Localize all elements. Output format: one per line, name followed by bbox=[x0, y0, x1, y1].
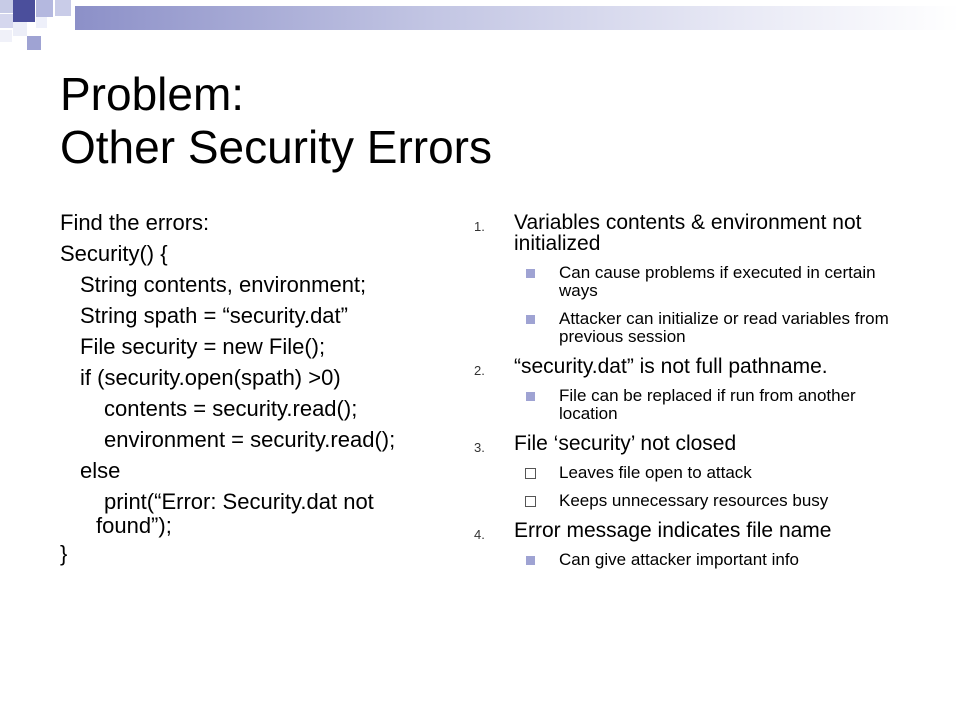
sub-item bbox=[514, 387, 910, 423]
slide-title bbox=[60, 68, 920, 174]
sub-list bbox=[514, 387, 910, 423]
sub-item-text: Leaves file open to attack bbox=[559, 463, 752, 482]
header-square bbox=[27, 36, 41, 50]
title-line: Other Security Errors bbox=[60, 121, 492, 173]
sub-list bbox=[514, 464, 910, 510]
header-square bbox=[36, 0, 53, 17]
sub-item-text: Keeps unnecessary resources busy bbox=[559, 491, 829, 510]
square-bullet-icon bbox=[526, 392, 535, 401]
header-square bbox=[0, 14, 13, 28]
finding-number: 3. bbox=[474, 440, 485, 455]
header-square bbox=[0, 0, 13, 13]
finding-text: Error message indicates file name bbox=[514, 519, 832, 542]
code-line: print(“Error: Security.dat not bbox=[104, 489, 374, 514]
code-line: else bbox=[80, 458, 121, 483]
title-line: Problem: bbox=[60, 68, 245, 120]
header-square bbox=[13, 0, 35, 22]
sub-list bbox=[514, 551, 910, 569]
sub-item-text: Can give attacker important info bbox=[559, 550, 800, 569]
code-line: Find the errors: bbox=[60, 210, 210, 235]
sub-item bbox=[514, 464, 910, 482]
finding-item bbox=[470, 212, 910, 346]
header-square bbox=[55, 0, 71, 16]
findings-list bbox=[470, 212, 910, 579]
square-bullet-icon bbox=[526, 315, 535, 324]
sub-item-text: Attacker can initialize or read variables from previous session bbox=[559, 309, 889, 346]
finding-item bbox=[470, 520, 910, 569]
finding-number: 4. bbox=[474, 527, 485, 542]
finding-number: 1. bbox=[474, 219, 485, 234]
code-listing bbox=[60, 207, 470, 569]
finding-number: 2. bbox=[474, 363, 485, 378]
sub-item bbox=[514, 310, 910, 346]
code-line: String contents, environment; bbox=[80, 272, 367, 297]
code-line: found”); bbox=[96, 513, 172, 538]
finding-item bbox=[470, 356, 910, 423]
sub-item-text: Can cause problems if executed in certain ways bbox=[559, 263, 876, 300]
header-square bbox=[13, 22, 27, 36]
code-line: } bbox=[60, 541, 68, 566]
finding-text: Variables contents & environment not initialized bbox=[514, 211, 862, 255]
sub-item bbox=[514, 264, 910, 300]
code-line: Security() { bbox=[60, 241, 168, 266]
sub-list bbox=[514, 264, 910, 346]
code-line: environment = security.read(); bbox=[104, 427, 396, 452]
sub-item-text: File can be replaced if run from another location bbox=[559, 386, 856, 423]
sub-item bbox=[514, 492, 910, 510]
header-square bbox=[0, 30, 12, 42]
square-bullet-icon bbox=[526, 269, 535, 278]
checkbox-bullet-icon bbox=[525, 496, 536, 507]
finding-text: File ‘security’ not closed bbox=[514, 432, 737, 455]
header-gradient-bar bbox=[75, 6, 960, 30]
code-line: contents = security.read(); bbox=[104, 396, 358, 421]
code-line: String spath = “security.dat” bbox=[80, 303, 348, 328]
code-line: if (security.open(spath) >0) bbox=[80, 365, 341, 390]
header-square bbox=[36, 17, 47, 28]
finding-item bbox=[470, 433, 910, 510]
code-line: File security = new File(); bbox=[80, 334, 326, 359]
sub-item bbox=[514, 551, 910, 569]
checkbox-bullet-icon bbox=[525, 468, 536, 479]
code-line-wrapped bbox=[60, 490, 470, 538]
finding-text: “security.dat” is not full pathname. bbox=[514, 355, 828, 378]
square-bullet-icon bbox=[526, 556, 535, 565]
